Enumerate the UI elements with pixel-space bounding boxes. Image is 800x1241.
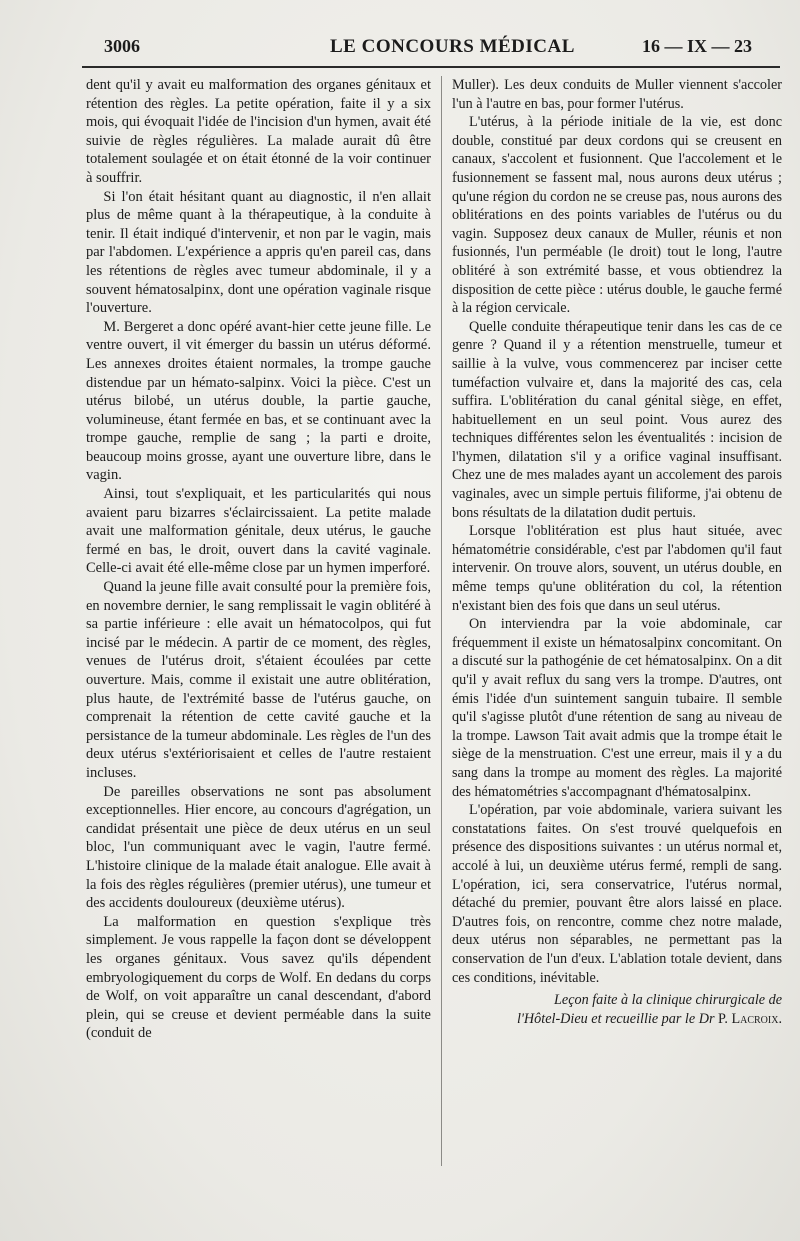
- header-rule: [82, 66, 780, 68]
- column-divider: [441, 76, 442, 1166]
- credit-author: P. Lacroix.: [718, 1010, 782, 1027]
- paragraph: L'utérus, à la période initiale de la vie, est donc double, constitué par deux cordons qui se creusent en canaux, s'accolent et fusionnent. Que l'accolement et le fusionnement se fassent mal, nous aurons deux utérus ; qu'une région du cordon ne se creuse pas, nous aurons des oblitérations en des points variables de l'utérus ou du vagin. Supposez deux canaux de Muller, réunis et non fusionnés, l'un perméable (le droit) tout le long, l'autre oblitéré à son extrémité basse, et vous obtiendrez la disposition de cette pièce : utérus double, le gauche fermé à la région cervicale.: [452, 114, 782, 317]
- paragraph: dent qu'il y avait eu malformation des organes génitaux et rétention des règles. La petite opération, faite il y a six mois, qui évoquait l'idée de l'incision d'un hymen, avait été suivie de règles régulières. La malade aurait dû être totalement soulagée et on était étonné de la voir continuer à souffrir.: [86, 77, 431, 186]
- paragraph: La malformation en question s'explique très simplement. Je vous rappelle la façon dont se développent les organes génitaux. Vous savez qu'ils dépendent embryologiquement du corps de Wolf. En dedans du corps de Wolf, on voit apparaître un canal descendant, d'abord plein, qui se creuse et devient perméable dans la suite (conduit de: [86, 913, 431, 1042]
- paragraph: L'opération, par voie abdominale, variera suivant les constatations faites. On s'est trouvé quelquefois en présence des dispositions suivantes : un utérus normal et, accolé à lui, un deuxième utérus fermé, rempli de sang. L'opération, ici, sera conservatrice, l'utérus normal, détaché du premier, pouvant être alors laissé en place. D'autres fois, on rencontre, comme chez notre malade, deux utérus non séparables, ne permettant pas la conservation de l'un d'eux. L'ablation totale devient, dans ces conditions, inévitable.: [452, 802, 782, 986]
- paragraph: Muller). Les deux conduits de Muller viennent s'accoler l'un à l'autre en bas, pour former l'utérus.: [452, 77, 782, 112]
- paragraph: Quelle conduite thérapeutique tenir dans les cas de ce genre ? Quand il y a rétention menstruelle, tumeur et saillie à la vulve, vous commencerez par inciser cette tuméfaction vulvaire et, dans la majorité des cas, cela suffira. L'oblitération du canal génital siège, en effet, habituellement en un seul point. Vous aurez des techniques différentes selon les éventualités : incision de l'hymen, dilatation s'il y a orifice vaginal insuffisant. Chez une de mes malades ayant un accolement des parois vaginales, avec un simple pertuis filiforme, j'ai obtenu de bons résultats de la dilatation dudit pertuis.: [452, 318, 782, 521]
- lecture-credit: [452, 991, 782, 1028]
- paragraph: Ainsi, tout s'expliquait, et les particularités qui nous avaient paru bizarres s'éclaircissaient. La petite malade avait une malformation génitale, deux utérus, le gauche fermé en bas, le droit, ouvert dans la cavité vaginale. Celle-ci avait été elle-même close par un hymen imperforé.: [86, 486, 431, 577]
- credit-line-1: Leçon faite à la clinique chirurgicale de: [554, 992, 782, 1009]
- right-column: [452, 76, 782, 1028]
- credit-prefix: l'Hôtel-Dieu et recueillie par le Dr: [516, 1010, 715, 1027]
- paragraph: On interviendra par la voie abdominale, car fréquemment il existe un hématosalpinx concomitant. On a discuté sur la pathogénie de cet hématosalpinx. On a dit qu'il y avait reflux du sang vers la trompe. D'autres, ont émis l'idée d'un suintement sanguin tubaire. Il semble qu'il s'agisse plutôt d'une rétention de sang au niveau de la trompe. Lawson Tait avait admis que la trompe était le siège de la menstruation. C'est une erreur, mais il y a du sang dans la trompe au moment des règles. La majorité des hématométries s'accompagnant d'hématosalpinx.: [452, 616, 782, 800]
- paragraph: Quand la jeune fille avait consulté pour la première fois, en novembre dernier, le sang remplissait le vagin oblitéré à sa partie inférieure : elle avait un hématocolpos, qui fut incisé par le médecin. A partir de ce moment, des règles, venues de l'utérus droit, s'étaient écoulées par cette ouverture. Mais, comme il existait une autre oblitération, plus haute, de l'extrémité basse de l'utérus gauche, on comprenait la rétention de cette cavité gauche et la persistance de la tumeur abdominale. Les règles de l'un des deux utérus s'extériorisaient et celles de l'autre restaient incluses.: [86, 579, 431, 781]
- credit-line-2: [452, 1010, 782, 1029]
- paragraph: De pareilles observations ne sont pas absolument exceptionnelles. Hier encore, au concours d'agrégation, un candidat présentait une pièce de deux utérus en un seul bloc, l'un communiquant avec le vagin, l'autre fermé. L'histoire clinique de la malade était analogue. Elle avait à la fois des règles régulières (premier utérus), une tumeur et des accidents douloureux (deuxième utérus).: [86, 783, 431, 912]
- paragraph: M. Bergeret a donc opéré avant-hier cette jeune fille. Le ventre ouvert, il vit émerger du bassin un utérus déformé. Les annexes droites étaient normales, la trompe gauche distendue par un hémato-salpinx. Voici la pièce. C'est un utérus bilobé, un utérus double, la partie gauche, volumineuse, étant fermée en bas, et se continuant avec la trompe gauche, remplie de sang ; la parti e droite, beaucoup moins grosse, ayant une ouverture libre, dans le vagin.: [86, 318, 431, 484]
- left-column: [86, 76, 431, 1043]
- paragraph: Lorsque l'oblitération est plus haut située, avec hématométrie considérable, c'est par l'abdomen qu'il faut intervenir. On trouve alors, souvent, un utérus double, en même temps qu'une oblitération du col, la rétention n'existant bien des fois que dans un seul utérus.: [452, 523, 782, 614]
- issue-date: 16 — IX — 23: [642, 36, 753, 56]
- page-number: 3006: [104, 36, 140, 56]
- journal-title: LE CONCOURS MÉDICAL: [330, 36, 575, 57]
- running-header: [0, 30, 800, 66]
- paragraph: Si l'on était hésitant quant au diagnostic, il n'en allait plus de même quant à la thérapeutique, à la conduite à tenir. Il était indiqué d'intervenir, et non par le vagin, mais par l'abdomen. L'expérience a appris qu'en pareil cas, dans les rétentions de règles avec tumeur abdominale, il y a souvent hématosalpinx, dont une opération vaginale risque l'ouverture.: [86, 188, 431, 317]
